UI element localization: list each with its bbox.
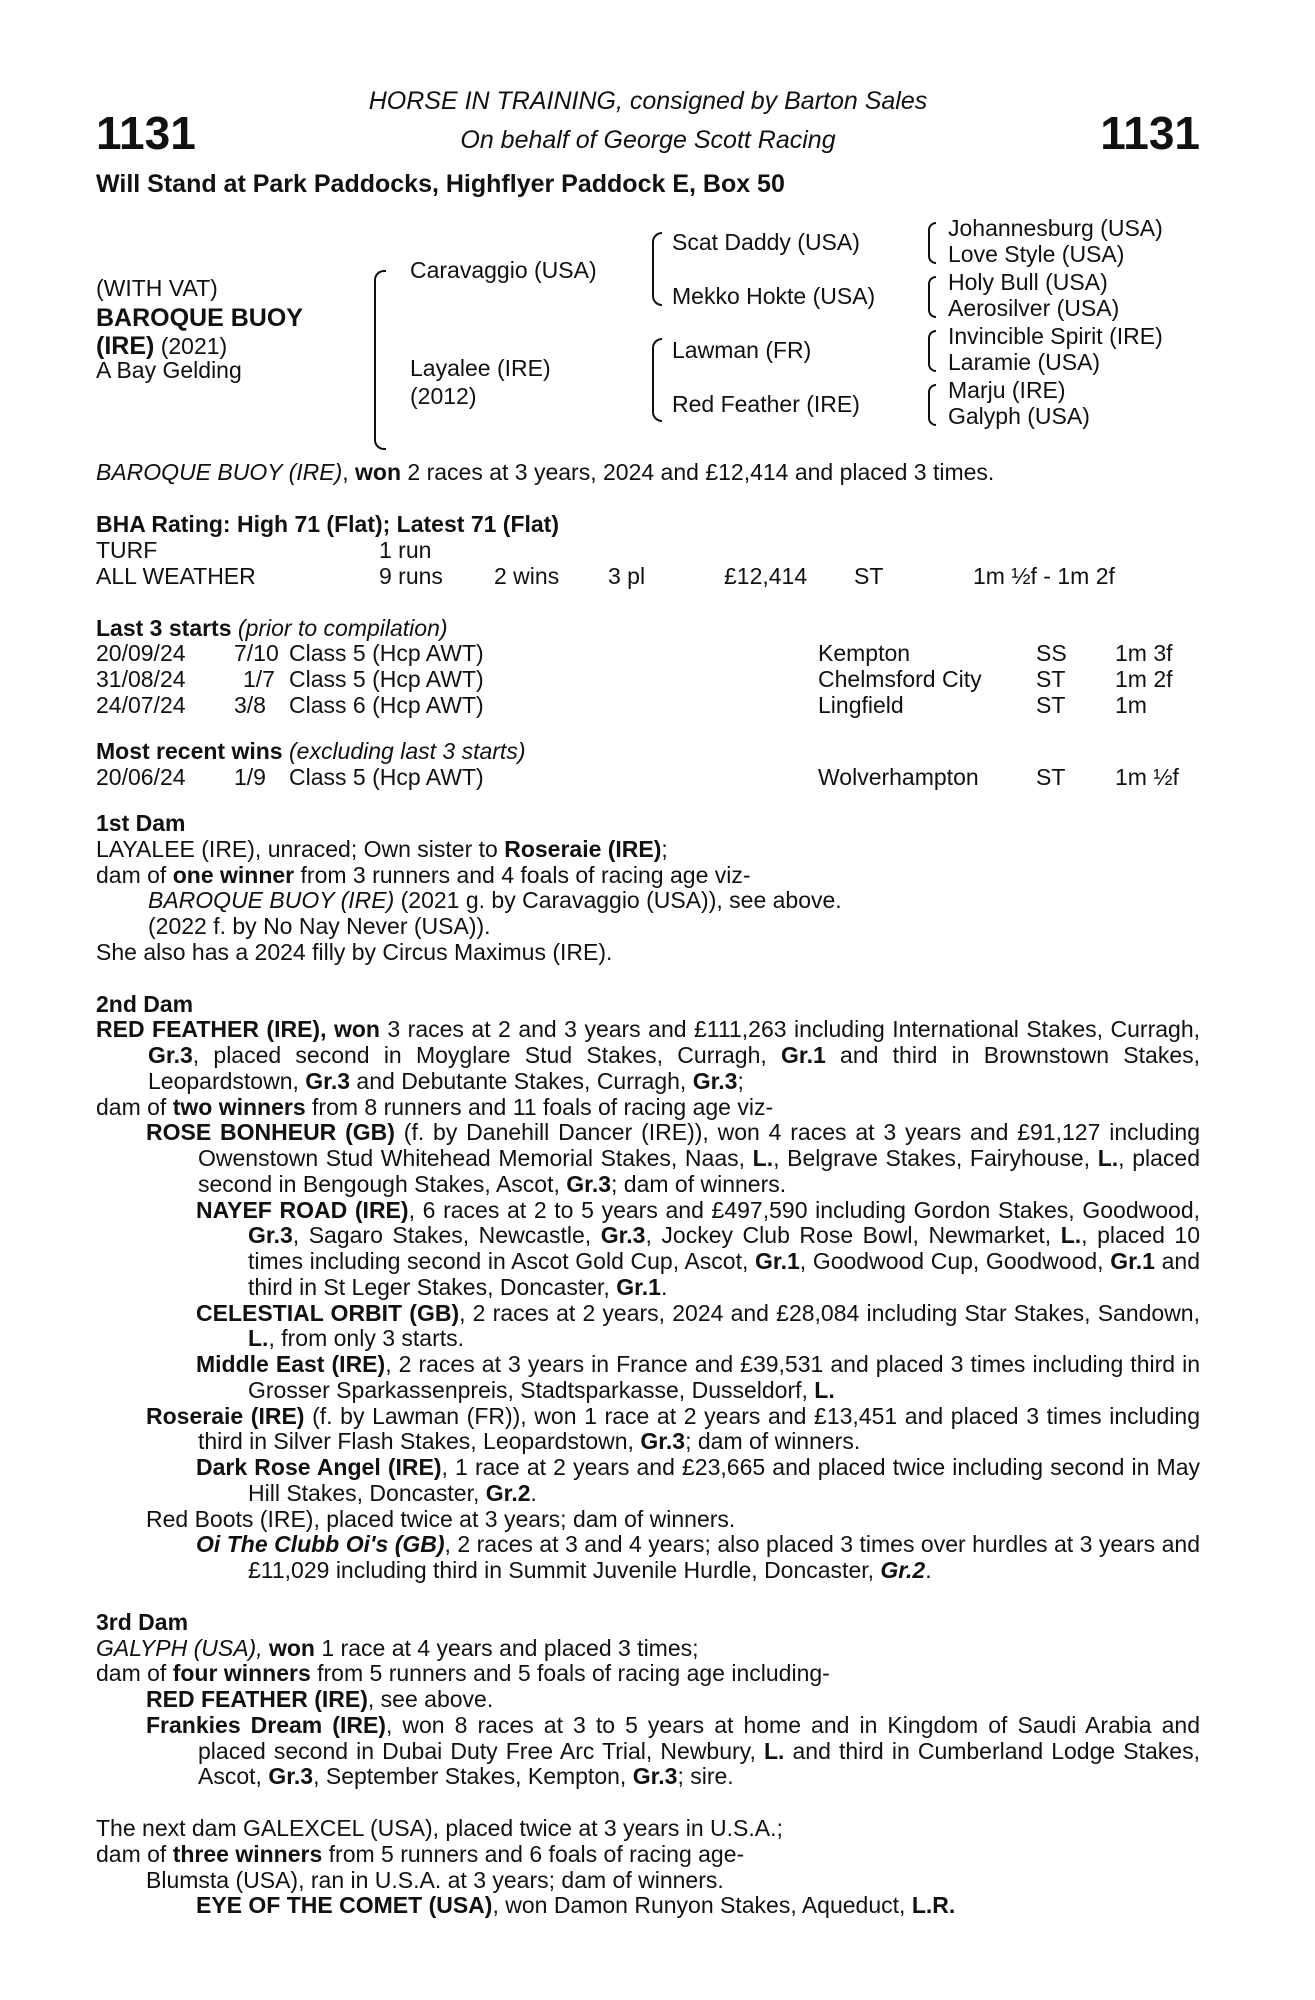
produce-entry: Blumsta (USA), ran in U.S.A. at 3 years; dam of winners. [146, 1866, 724, 1893]
recent-wins-heading: Most recent wins (excluding last 3 starts) [96, 738, 526, 765]
next-dam-produce-summary: dam of three winners from 5 runners and 6 foals of racing age- [96, 1840, 745, 1867]
produce-entry: NAYEF ROAD (IRE), 6 races at 2 to 5 years and £497,590 including Gordon Stakes, Goodwood, Gr.3, Sagaro Stakes, Newcastle, Gr.3, Jockey Club Rose Bowl, Newmarket, L., placed 10 times including second in Ascot Gold Cup, Ascot, Gr.1, Goodwood Cup, Goodwood, Gr.1 and third in St Leger Stakes, Doncaster, Gr.1. [196, 1196, 1201, 1300]
first-dam-line: LAYALEE (IRE), unraced; Own sister to Roseraie (IRE); [96, 835, 668, 862]
first-dam-section [96, 811, 1200, 966]
ss-dam: Love Style (USA) [948, 241, 1125, 267]
third-dam-section [96, 1610, 1200, 1790]
next-dam-record: The next dam GALEXCEL (USA), placed twice at 3 years in U.S.A.; [96, 1815, 783, 1841]
horse-origin-year: (IRE) (2021) [96, 332, 228, 360]
dd-dam: Galyph (USA) [948, 403, 1090, 429]
sd-sire: Holy Bull (USA) [948, 269, 1108, 295]
produce-entry: Dark Rose Angel (IRE), 1 race at 2 years and £23,665 and placed twice including second in May Hill Stakes, Doncaster, Gr.2. [196, 1454, 1200, 1506]
ds-dam: Laramie (USA) [948, 349, 1101, 375]
sire-sire: Scat Daddy (USA) [672, 229, 860, 255]
sire-brace [652, 232, 662, 306]
dd-sire: Marju (IRE) [948, 377, 1066, 403]
last-starts-table [96, 641, 1200, 719]
horse-name: BAROQUE BUOY [96, 304, 303, 332]
ds-sire: Invincible Spirit (IRE) [948, 323, 1163, 349]
lot-number-left: 1131 [96, 107, 196, 159]
consignor-line: HORSE IN TRAINING, consigned by Barton Sales [368, 87, 928, 115]
stand-location: Will Stand at Park Paddocks, Highflyer Paddock E, Box 50 [96, 170, 785, 198]
first-dam-heading: 1st Dam [96, 810, 186, 836]
dam-sire: Lawman (FR) [672, 337, 812, 363]
third-dam-record: GALYPH (USA), won 1 race at 4 years and placed 3 times; [96, 1634, 699, 1661]
second-dam-heading: 2nd Dam [96, 990, 194, 1017]
produce-entry: Red Boots (IRE), placed twice at 3 years; dam of winners. [146, 1505, 736, 1532]
dam-dam: Red Feather (IRE) [672, 391, 860, 417]
produce-entry: EYE OF THE COMET (USA), won Damon Runyon Stakes, Aqueduct, L.R. [196, 1892, 956, 1919]
produce-entry: Frankies Dream (IRE), won 8 races at 3 to 5 years at home and in Kingdom of Saudi Arabia and placed second in Dubai Duty Free Arc Trial, Newbury, L. and third in Cumberland Lodge Stakes, Ascot, Gr.3, September Stakes, Kempton, Gr.3; sire. [146, 1711, 1200, 1790]
table-row: 31/08/24 1/7 Class 5 (Hcp AWT) Chelmsford City ST 1m 2f [96, 666, 1173, 693]
produce-entry: BAROQUE BUOY (IRE) (2021 g. by Caravaggio (USA)), see above. [148, 887, 842, 914]
first-dam-produce-summary: dam of one winner from 3 runners and 4 foals of racing age viz- [96, 861, 751, 888]
sire-dam: Mekko Hokte (USA) [672, 283, 876, 309]
sire: Caravaggio (USA) [410, 257, 597, 283]
second-dam-section [96, 992, 1200, 1584]
vat-note: (WITH VAT) [96, 275, 218, 301]
produce-entry: ROSE BONHEUR (GB) (f. by Danehill Dancer (IRE)), won 4 races at 3 years and £91,127 including Owenstown Stud Whitehead Memorial Stakes, Naas, L., Belgrave Stakes, Fairyhouse, L., placed second in Bengough Stakes, Ascot, Gr.3; dam of winners. [146, 1119, 1200, 1197]
pedigree-table [96, 216, 1200, 438]
dam-brace [652, 338, 662, 422]
produce-entry: CELESTIAL ORBIT (GB), 2 races at 2 years, 2024 and £28,084 including Star Stakes, Sandown, L., from only 3 starts. [196, 1299, 1200, 1352]
produce-entry: (2022 f. by No Nay Never (USA)). [148, 913, 491, 939]
consignment-info [96, 82, 1200, 160]
ds-brace [928, 330, 936, 372]
ss-sire: Johannesburg (USA) [948, 215, 1163, 241]
bha-rating: BHA Rating: High 71 (Flat); Latest 71 (Flat) [96, 510, 559, 537]
generation-1-brace [374, 270, 386, 450]
race-summary: BAROQUE BUOY (IRE), won 2 races at 3 years, 2024 and £12,414 and placed 3 times. [96, 459, 995, 485]
table-row: 20/06/24 1/9 Class 5 (Hcp AWT) Wolverhampton ST 1m ½f [96, 764, 1179, 790]
horse-description: A Bay Gelding [96, 357, 242, 383]
sd-brace [928, 276, 936, 318]
produce-entry: Oi The Clubb Oi's (GB), 2 races at 3 and 4 years; also placed 3 times over hurdles at 3 years and £11,029 including third in Summit Juvenile Hurdle, Doncaster, Gr.2. [196, 1531, 1200, 1583]
third-dam-heading: 3rd Dam [96, 1608, 189, 1635]
turf-record: TURF 1 run [96, 536, 432, 563]
vendor-line: On behalf of George Scott Racing [460, 125, 836, 154]
dam-year: (2012) [410, 383, 477, 409]
dam: Layalee (IRE) [410, 355, 551, 381]
third-dam-produce-summary: dam of four winners from 5 runners and 5 foals of racing age including- [96, 1660, 830, 1687]
first-dam-note: She also has a 2024 filly by Circus Maximus (IRE). [96, 938, 613, 965]
sd-dam: Aerosilver (USA) [948, 295, 1120, 321]
second-dam-produce-summary: dam of two winners from 8 runners and 11 foals of racing age viz- [96, 1093, 774, 1120]
all-weather-record: ALL WEATHER 9 runs 2 wins 3 pl £12,414 ST 1m ½f - 1m 2f [96, 562, 1115, 589]
last-starts-heading: Last 3 starts (prior to compilation) [96, 614, 448, 641]
table-row: 24/07/24 3/8 Class 6 (Hcp AWT) Lingfield ST 1m [96, 692, 1147, 719]
produce-entry: RED FEATHER (IRE), see above. [146, 1686, 494, 1712]
catalogue-page [96, 78, 1200, 1919]
produce-entry: Roseraie (IRE) (f. by Lawman (FR)), won 1 race at 2 years and £13,451 and placed 3 times including third in Silver Flash Stakes, Leopardstown, Gr.3; dam of winners. [146, 1402, 1201, 1455]
next-dam-section [96, 1816, 1200, 1919]
ss-brace [928, 222, 936, 264]
lot-header [96, 78, 1200, 196]
produce-entry: Middle East (IRE), 2 races at 3 years in France and £39,531 and placed 3 times including third in Grosser Sparkassenpreis, Stadtsparkasse, Dusseldorf, L. [196, 1351, 1201, 1403]
lot-number-right: 1131 [1100, 107, 1200, 159]
table-row: 20/09/24 7/10 Class 5 (Hcp AWT) Kempton SS 1m 3f [96, 640, 1173, 667]
dd-brace [928, 384, 936, 426]
second-dam-record: RED FEATHER (IRE), won 3 races at 2 and 3 years and £111,263 including International Stakes, Curragh, Gr.3, placed second in Moyglare Stud Stakes, Curragh, Gr.1 and third in Brownstown Stakes, Leopardstown, Gr.3 and Debutante Stakes, Curragh, Gr.3; [96, 1016, 1201, 1094]
